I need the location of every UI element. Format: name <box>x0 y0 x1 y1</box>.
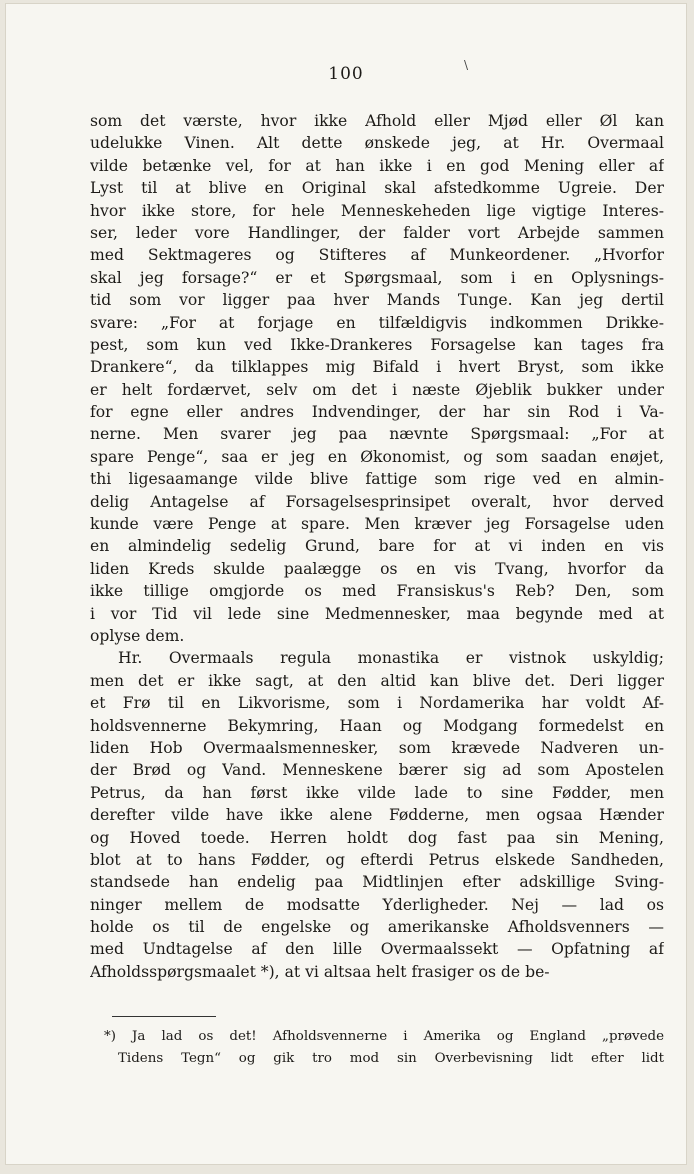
text-line: for egne eller andres Indvendinger, der har sin Rod i Va- <box>90 403 664 422</box>
footnote-rule <box>112 1016 216 1017</box>
text-line: hvor ikke store, for hele Menneskeheden lige vigtige Interes- <box>90 201 664 220</box>
text-line: ninger mellem de modsatte Yderligheder. Nej — lad os <box>90 895 664 914</box>
text-line: skal jeg forsage?“ er et Spørgsmaal, som i en Oplysnings- <box>90 268 664 287</box>
text-line: udelukke Vinen. Alt dette ønskede jeg, at Hr. Overmaal <box>90 134 664 153</box>
text-line: med Sektmageres og Stifteres af Munkeordener. „Hvorfor <box>90 246 664 265</box>
text-line: en almindelig sedelig Grund, bare for at vi inden en vis <box>90 537 664 556</box>
text-line: Petrus, da han først ikke vilde lade to sine Fødder, men <box>90 783 664 802</box>
footnote-line: Tidens Tegn“ og gik tro mod sin Overbevisning lidt efter lidt <box>118 1051 664 1066</box>
footnote <box>104 1026 664 1070</box>
text-line: ser, leder vore Handlinger, der falder vort Arbejde sammen <box>90 223 664 242</box>
text-line: tid som vor ligger paa hver Mands Tunge. Kan jeg dertil <box>90 291 664 310</box>
footnote-line: *) Ja lad os det! Afholdsvennerne i Amerika og England „prøvede <box>104 1029 664 1044</box>
text-line: blot at to hans Fødder, og efterdi Petrus elskede Sandheden, <box>90 850 664 869</box>
book-page <box>6 4 686 1164</box>
text-line: liden Kreds skulde paalægge os en vis Tvang, hvorfor da <box>90 559 664 578</box>
text-line: svare: „For at forjage en tilfældigvis indkommen Drikke- <box>90 313 664 332</box>
text-line: Hr. Overmaals regula monastika er vistnok uskyldig; <box>118 649 664 668</box>
text-line: holde os til de engelske og amerikanske Afholdsvenners — <box>90 918 664 937</box>
text-line: Afholdsspørgsmaalet *), at vi altsaa helt frasiger os de be- <box>90 962 550 981</box>
text-line: og Hoved toede. Herren holdt dog fast paa sin Mening, <box>90 828 664 847</box>
text-line: standsede han endelig paa Midtlinjen efter adskillige Sving- <box>90 873 664 892</box>
text-line: i vor Tid vil lede sine Medmennesker, maa begynde med at <box>90 604 664 623</box>
text-line: ikke tillige omgjorde os med Fransiskus's Reb? Den, som <box>90 582 664 601</box>
text-line: delig Antagelse af Forsagelsesprinsipet overalt, hvor derved <box>90 492 664 511</box>
text-line: liden Hob Overmaalsmennesker, som krævede Nadveren un- <box>90 738 664 757</box>
text-line: spare Penge“, saa er jeg en Økonomist, og som saadan enøjet, <box>90 447 664 466</box>
text-line: vilde betænke vel, for at han ikke i en god Mening eller af <box>90 156 664 175</box>
margin-mark: \ <box>464 58 469 72</box>
text-line: som det værste, hvor ikke Afhold eller Mjød eller Øl kan <box>90 112 664 130</box>
text-line: derefter vilde have ikke alene Fødderne, men ogsaa Hænder <box>90 806 664 825</box>
text-line: med Undtagelse af den lille Overmaalssekt — Opfatning af <box>90 940 664 959</box>
text-line: nerne. Men svarer jeg paa nævnte Spørgsmaal: „For at <box>90 425 664 444</box>
text-line: kunde være Penge at spare. Men kræver jeg Forsagelse uden <box>90 515 664 534</box>
text-line: oplyse dem. <box>90 626 185 645</box>
text-line: pest, som kun ved Ikke-Drankeres Forsagelse kan tages fra <box>90 335 664 354</box>
text-line: Lyst til at blive en Original skal afstedkomme Ugreie. Der <box>90 179 664 198</box>
text-line: holdsvennerne Bekymring, Haan og Modgang formedelst en <box>90 716 664 735</box>
text-line: Drankere“, da tilklappes mig Bifald i hvert Bryst, som ikke <box>90 358 664 377</box>
text-line: der Brød og Vand. Menneskene bærer sig ad som Apostelen <box>90 761 664 780</box>
page-number: 100 <box>328 64 364 84</box>
text-line: men det er ikke sagt, at den altid kan blive det. Deri ligger <box>90 671 664 690</box>
text-line: et Frø til en Likvorisme, som i Nordamerika har voldt Af- <box>90 694 664 713</box>
text-line: thi ligesaamange vilde blive fattige som rige ved en almin- <box>90 470 664 489</box>
body-text <box>90 110 664 983</box>
text-line: er helt fordærvet, selv om det i næste Øjeblik bukker under <box>90 380 664 399</box>
